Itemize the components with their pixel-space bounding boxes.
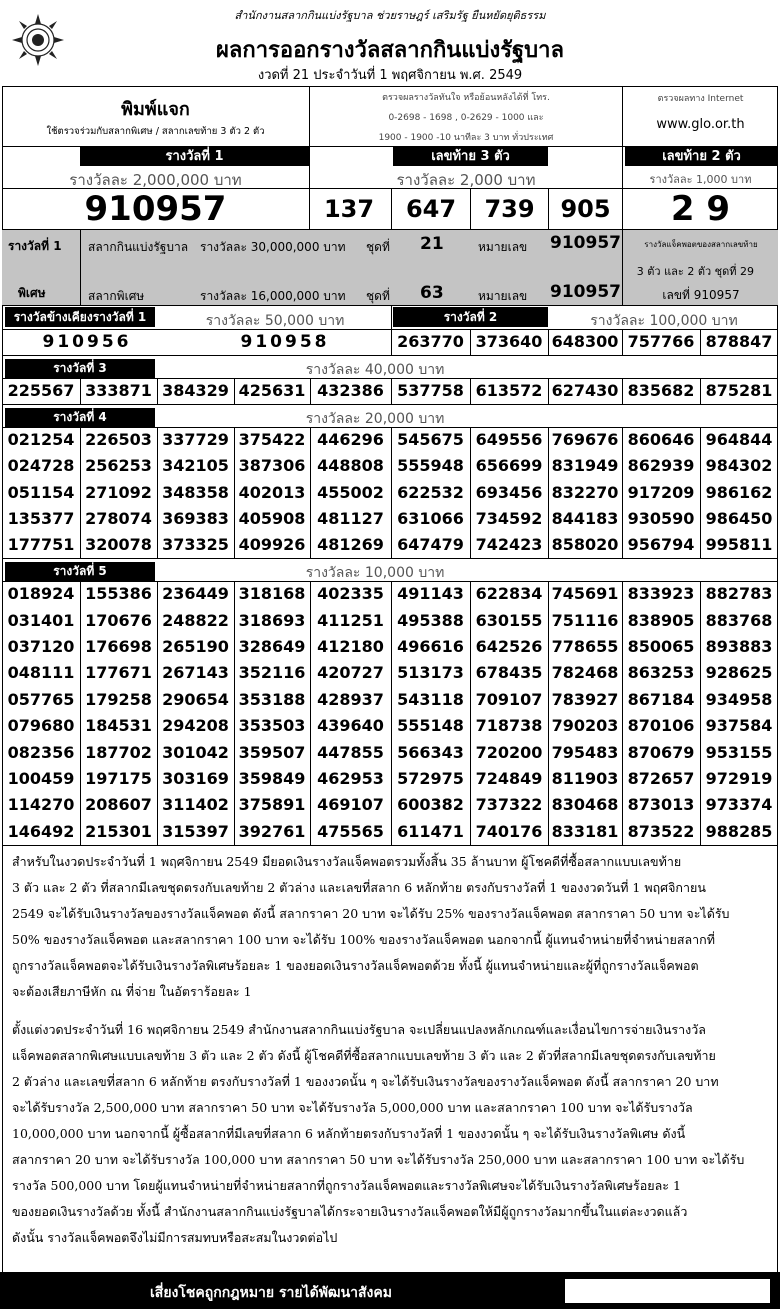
prize-number: 873522 — [627, 821, 695, 841]
prize-number: 318168 — [238, 584, 306, 604]
prize-number: 387306 — [238, 456, 306, 476]
special-row2-name: สลากพิเศษ — [88, 289, 145, 303]
prize-number: 795483 — [551, 742, 619, 762]
prize-number: 953155 — [705, 742, 773, 762]
prize2-number: 263770 — [397, 332, 464, 351]
prize-number: 986162 — [705, 482, 773, 502]
prize-number: 348358 — [162, 482, 229, 502]
prize-number: 311402 — [162, 795, 229, 815]
prize-number: 873013 — [627, 795, 695, 815]
prize-number: 290654 — [162, 689, 229, 709]
prize-number: 984302 — [705, 456, 773, 476]
prize-number: 079680 — [7, 716, 75, 736]
prize-number: 656699 — [475, 456, 543, 476]
note-paragraph-2 — [12, 1017, 772, 1251]
prize-number: 995811 — [705, 534, 773, 554]
jackpot-line-2: 3 ตัว และ 2 ตัว ชุดที่ 29 — [636, 265, 754, 278]
prize-number: 359849 — [238, 769, 306, 788]
prize-number: 830468 — [551, 795, 619, 815]
prize-number: 447855 — [317, 742, 384, 762]
prize-number: 811903 — [551, 769, 619, 788]
prize-number: 734592 — [475, 508, 543, 528]
prize-number: 469107 — [317, 795, 384, 815]
last3-number: 905 — [560, 195, 611, 223]
prize-number: 187702 — [85, 742, 152, 762]
prize-number: 018924 — [7, 584, 75, 604]
special-row1-set: 21 — [420, 234, 444, 254]
prize-number: 870106 — [627, 716, 695, 736]
prize-number: 769676 — [551, 430, 619, 450]
prize1-label: รางวัลที่ 1 — [80, 147, 309, 166]
prize-number: 917209 — [627, 482, 695, 502]
prize-number: 495388 — [397, 610, 464, 630]
note-line: ถูกรางวัลแจ็คพอตจะได้รับเงินรางวัลพิเศษร้อยละ 1 ของยอดเงินรางวัลแจ็คพอตด้วย ทั้งนี้ ผู้แทนจำหน่ายและผู้ที่ถูกรางวัลแจ็คพอต — [12, 958, 699, 973]
jackpot-line-3: เลขที่ 910957 — [662, 288, 740, 302]
prize-number: 375422 — [238, 430, 306, 450]
near1-number: 910958 — [240, 332, 330, 352]
prize-number: 278074 — [85, 508, 152, 528]
prize-number: 862939 — [627, 456, 695, 476]
note-line: 10,000,000 บาท นอกจากนี้ ผู้ซื้อสลากที่มีเลขที่สลาก 6 หลักท้ายตรงกับรางวัลที่ 1 ของงวดนั้น ๆ จะได้รับเงินรางวัลพิเศษ ดังนี้ — [12, 1126, 686, 1141]
prize-number: 184531 — [85, 716, 152, 736]
prize-number: 462953 — [317, 769, 384, 788]
prize-number: 883768 — [705, 610, 773, 630]
prize-number: 496616 — [397, 637, 464, 656]
prize-number: 724849 — [475, 769, 543, 788]
prize-number: 600382 — [397, 795, 464, 815]
prize2-number: 878847 — [705, 332, 773, 351]
prize-number: 179258 — [85, 689, 152, 709]
prize-number: 048111 — [7, 663, 75, 683]
note-line: 2 ตัวล่าง และเลขที่สลาก 6 หลักท้าย ตรงกับรางวัลที่ 1 ของงวดนั้น ๆ จะได้รับเงินรางวัลของรางวัลแจ็คพอต ดังนี้ สลากราคา 20 บาท — [12, 1074, 719, 1089]
prize-number: 740176 — [475, 821, 543, 841]
prize-number: 432386 — [317, 381, 384, 400]
prize-number: 352116 — [238, 663, 306, 683]
website-link[interactable]: www.glo.or.th — [656, 117, 745, 132]
prize-number: 369383 — [162, 508, 229, 528]
prize-number: 177671 — [85, 663, 152, 683]
prize-number: 114270 — [7, 795, 75, 815]
prize-number: 256253 — [85, 456, 152, 476]
last3-label: เลขท้าย 3 ตัว — [393, 147, 548, 166]
prize-number: 405908 — [238, 508, 306, 528]
prize-number: 934958 — [705, 689, 773, 709]
prize-number: 337729 — [162, 430, 229, 450]
prize-number: 537758 — [397, 381, 464, 400]
prize-number: 870679 — [627, 742, 695, 762]
prize-number: 867184 — [627, 689, 695, 709]
last3-number: 137 — [323, 195, 375, 223]
prize-number: 320078 — [85, 534, 152, 554]
prize-number: 409926 — [238, 534, 306, 554]
last3-number: 647 — [405, 195, 457, 223]
prize-number: 630155 — [475, 610, 543, 630]
last3-number: 739 — [484, 195, 535, 223]
prize-number: 627430 — [551, 381, 619, 400]
note-line: ดังนั้น รางวัลแจ็คพอตจึงไม่มีการสมทบหรือสะสมในงวดต่อไป — [12, 1230, 338, 1245]
note-line: สำหรับในงวดประจำวันที่ 1 พฤศจิกายน 2549 มียอดเงินรางวัลแจ็คพอตรวมทั้งสิ้น 35 ล้านบาท ผู้โชคดีที่ซื้อสลากแบบเลขท้าย — [12, 854, 682, 869]
last3-amount: รางวัลละ 2,000 บาท — [396, 171, 536, 189]
special-row1-set-label: ชุดที่ — [366, 240, 390, 254]
prize-number: 555148 — [397, 716, 464, 736]
prize-number: 267143 — [162, 663, 229, 683]
print-info — [2, 86, 309, 146]
note-line: แจ็คพอตสลากพิเศษแบบเลขท้าย 3 ตัว และ 2 ตัว ดังนี้ ผู้โชคดีที่ซื้อสลากแบบเลขท้าย 3 ตัว และ 2 ตัวที่สลากมีเลขชุดตรงกับเลขท้าย — [12, 1048, 716, 1063]
print-note: ใช้ตรวจร่วมกับสลากพิเศษ / สลากเลขท้าย 3 ตัว 2 ตัว — [46, 126, 265, 137]
prize-number: 964844 — [705, 430, 773, 450]
draw-date: งวดที่ 21 ประจำวันที่ 1 พฤศจิกายน พ.ศ. 2549 — [257, 68, 523, 83]
prize-number: 693456 — [475, 482, 543, 502]
prize-number: 844183 — [551, 508, 619, 528]
prize-number: 622532 — [397, 482, 464, 502]
prize-number: 303169 — [162, 769, 229, 788]
note-line: 3 ตัว และ 2 ตัว ที่สลากมีเลขชุดตรงกับเลขท้าย 2 ตัวล่าง และเลขที่สลาก 6 หลักท้าย ตรงกับรางวัลที่ 1 ของงวดวันที่ 1 พฤศจิกายน — [12, 880, 706, 895]
prize-number: 082356 — [7, 742, 75, 762]
special-row1-number: 910957 — [550, 233, 621, 253]
prize-number: 425631 — [238, 381, 306, 400]
prize-number: 543118 — [397, 689, 464, 709]
special-row1-name: สลากกินแบ่งรัฐบาล — [88, 240, 189, 254]
prize4-label: รางวัลที่ 4 — [5, 408, 155, 427]
prize-number: 446296 — [317, 430, 384, 450]
prize-number: 709107 — [475, 689, 543, 709]
prize-number: 737322 — [475, 795, 543, 815]
prize-number: 176698 — [85, 637, 152, 656]
footer-blank-box — [565, 1279, 770, 1303]
prize-number: 893883 — [705, 637, 773, 656]
prize-number: 037120 — [7, 637, 75, 656]
prize-number: 718738 — [475, 716, 543, 736]
check-line-2: 0-2698 - 1698 , 0-2629 - 1000 และ — [388, 113, 544, 123]
prize-number: 872657 — [627, 769, 695, 788]
prize-number: 778655 — [551, 637, 619, 656]
prize-number: 402335 — [317, 584, 384, 604]
prize-number: 835682 — [627, 381, 695, 400]
special-label-1: รางวัลที่ 1 — [8, 239, 62, 253]
last2-label: เลขท้าย 2 ตัว — [625, 147, 778, 166]
prize-number: 315397 — [162, 821, 229, 841]
prize-number: 428937 — [317, 689, 384, 709]
prize-number: 860646 — [627, 430, 695, 450]
prize-number: 491143 — [397, 584, 464, 604]
prize-number: 170676 — [85, 610, 152, 630]
note-line: จะต้องเสียภาษีหัก ณ ที่จ่าย ในอัตราร้อยละ 1 — [12, 984, 252, 999]
internet-label: ตรวจผลทาง Internet — [657, 94, 744, 104]
prize-number: 649556 — [475, 430, 543, 450]
last2-number: 2 9 — [670, 189, 731, 229]
prize-number: 455002 — [317, 482, 384, 502]
prize-number: 294208 — [162, 716, 229, 736]
prize-number: 782468 — [551, 663, 619, 683]
prize-number: 265190 — [162, 637, 229, 656]
prize-number: 513173 — [397, 663, 464, 683]
prize-number: 353503 — [238, 716, 306, 736]
prize5-label: รางวัลที่ 5 — [5, 562, 155, 581]
prize-number: 678435 — [475, 663, 543, 683]
print-label: พิมพ์แจก — [121, 99, 190, 120]
prize1-amount: รางวัลละ 2,000,000 บาท — [69, 171, 242, 189]
prize2-amount: รางวัลละ 100,000 บาท — [590, 313, 738, 329]
prize-number: 832270 — [551, 482, 619, 502]
prize-number: 475565 — [317, 821, 384, 841]
prize-number: 318693 — [238, 610, 306, 630]
prize1-number: 910957 — [84, 189, 227, 229]
prize-number: 226503 — [85, 430, 152, 450]
prize-number: 225567 — [7, 381, 75, 400]
note-line: 50% ของรางวัลแจ็คพอต และสลากราคา 100 บาท จะได้รับ 100% ของรางวัลแจ็คพอต นอกจากนี้ ผู้แทนจำหน่ายที่จำหน่ายสลากที่ — [12, 932, 715, 947]
prize-number: 392761 — [238, 821, 306, 841]
prize-number: 613572 — [475, 381, 543, 400]
footer-bar — [0, 1272, 780, 1309]
prize-number: 566343 — [397, 742, 464, 762]
prize-number: 720200 — [475, 742, 543, 762]
footer-slogan: เสี่ยงโชคถูกกฎหมาย รายได้พัฒนาสังคม — [150, 1285, 392, 1301]
note-line: ตั้งแต่งวดประจำวันที่ 16 พฤศจิกายน 2549 สำนักงานสลากกินแบ่งรัฐบาล จะเปลี่ยนแปลงหลักเกณฑ์และเงื่อนไขการจ่ายเงินรางวัล — [12, 1022, 706, 1037]
prize-number: 986450 — [705, 508, 773, 528]
prize-number: 647479 — [397, 534, 464, 554]
prize-number: 248822 — [162, 610, 229, 630]
prize-number: 622834 — [475, 584, 543, 604]
prize-number: 197175 — [85, 769, 152, 788]
prize-number: 439640 — [317, 716, 384, 736]
prize-number: 545675 — [397, 430, 464, 450]
prize-number: 572975 — [397, 769, 464, 788]
near1-label: รางวัลข้างเคียงรางวัลที่ 1 — [5, 307, 155, 327]
prize-number: 937584 — [705, 716, 773, 736]
note-line: 2549 จะได้รับเงินรางวัลของรางวัลแจ็คพอต ดังนี้ สลากราคา 20 บาท จะได้รับ 25% ของรางวัลแจ็คพอต สลากราคา 50 บาท จะได้รับ — [12, 906, 730, 921]
prize-number: 875281 — [705, 381, 773, 400]
header — [0, 0, 780, 86]
prize-number: 208607 — [85, 795, 152, 815]
prize-number: 882783 — [705, 584, 773, 604]
near1-number: 910956 — [42, 332, 132, 352]
prize-number: 402013 — [238, 482, 306, 502]
phone-check-info — [310, 86, 622, 146]
prize-number: 833181 — [551, 821, 619, 841]
prize-number: 742423 — [475, 534, 543, 554]
prize-number: 057765 — [7, 689, 75, 709]
note-paragraph-1 — [12, 849, 772, 1005]
prize-number: 051154 — [7, 482, 75, 502]
prize-number: 838905 — [627, 610, 695, 630]
prize-number: 373325 — [162, 534, 229, 554]
prize-number: 353188 — [238, 689, 306, 709]
prize-number: 359507 — [238, 742, 306, 762]
prize-number: 930590 — [627, 508, 695, 528]
prize-number: 790203 — [551, 716, 619, 736]
prize-number: 481269 — [317, 534, 384, 554]
prize-number: 858020 — [551, 534, 619, 554]
prize-number: 412180 — [317, 637, 384, 656]
special-row2-num-label: หมายเลข — [478, 289, 528, 303]
prize-number: 928625 — [705, 663, 773, 683]
prize2-number: 757766 — [627, 332, 695, 351]
prize-number: 215301 — [85, 821, 152, 841]
prize-number: 448808 — [317, 456, 384, 476]
prize-number: 411251 — [317, 610, 384, 630]
last2-amount: รางวัลละ 1,000 บาท — [649, 173, 752, 186]
prize3-label: รางวัลที่ 3 — [5, 359, 155, 378]
check-line-1: ตรวจผลรางวัลทันใจ หรือย้อนหลังได้ที่ โทร. — [382, 93, 550, 103]
special-row1-num-label: หมายเลข — [478, 240, 528, 254]
jackpot-line-1: รางวัลแจ็คพอตของสลากเลขท้าย — [644, 240, 758, 249]
special-row2-amount: รางวัลละ 16,000,000 บาท — [200, 289, 346, 303]
special-row2-set: 63 — [420, 283, 444, 303]
page-title: ผลการออกรางวัลสลากกินแบ่งรัฐบาล — [216, 38, 564, 63]
prize-number: 146492 — [7, 821, 75, 841]
prize-number: 333871 — [85, 381, 152, 400]
prize-number: 236449 — [162, 584, 229, 604]
note-line: จะได้รับรางวัล 2,500,000 บาท สลากราคา 50 บาท จะได้รับรางวัล 5,000,000 บาท และสลากราคา 100 บาท จะได้รับรางวัล — [12, 1100, 693, 1115]
prize-number: 100459 — [7, 769, 75, 788]
prize3-amount: รางวัลละ 40,000 บาท — [305, 362, 445, 378]
prize-number: 631066 — [397, 508, 464, 528]
prize4-amount: รางวัลละ 20,000 บาท — [305, 411, 445, 427]
prize-number: 751116 — [551, 610, 619, 630]
prize-number: 973374 — [705, 795, 773, 815]
prize-number: 555948 — [397, 456, 464, 476]
prize-number: 342105 — [162, 456, 229, 476]
prize-number: 831949 — [551, 456, 619, 476]
prize-number: 031401 — [7, 610, 75, 630]
prize2-number: 373640 — [475, 332, 543, 351]
prize-number: 135377 — [7, 508, 75, 528]
note-line: รางวัล 500,000 บาท โดยผู้แทนจำหน่ายที่จำหน่ายสลากที่ถูกรางวัลแจ็คพอตและรางวัลพิเศษจะได้รับเงินรางวัลพิเศษร้อยละ 1 — [12, 1178, 681, 1193]
prize-number: 745691 — [551, 584, 619, 604]
prize-number: 863253 — [627, 663, 695, 683]
prize2-number: 648300 — [551, 332, 619, 351]
special-label-2: พิเศษ — [18, 286, 46, 300]
prize-number: 375891 — [238, 795, 306, 815]
check-line-3: 1900 - 1900 -10 นาทีละ 3 บาท ทั่วประเทศ — [378, 133, 554, 143]
prize-number: 384329 — [162, 381, 229, 400]
prize-number: 301042 — [162, 742, 229, 762]
prize-number: 155386 — [85, 584, 152, 604]
prize-number: 420727 — [317, 663, 384, 683]
near1-amount: รางวัลละ 50,000 บาท — [205, 313, 345, 329]
prize-number: 271092 — [85, 482, 152, 502]
prize-number: 021254 — [7, 430, 75, 450]
internet-info — [623, 86, 778, 146]
prize-number: 481127 — [317, 508, 384, 528]
org-slogans: สำนักงานสลากกินแบ่งรัฐบาล ช่วยราษฎร์ เสริมรัฐ ยืนหยัดยุติธรรม — [234, 9, 546, 22]
prize-number: 833923 — [627, 584, 695, 604]
prize-number: 024728 — [7, 456, 75, 476]
special-row2-number: 910957 — [550, 282, 621, 302]
note-line: ของยอดเงินรางวัลด้วย ทั้งนี้ สำนักงานสลากกินแบ่งรัฐบาลได้กระจายเงินรางวัลแจ็คพอตให้มีผู้ถูกรางวัลมากขึ้นในแต่ละงวดแล้ว — [12, 1204, 688, 1219]
prize-number: 177751 — [7, 534, 75, 554]
prize-number: 972919 — [705, 769, 773, 788]
prize5-amount: รางวัลละ 10,000 บาท — [305, 565, 445, 581]
special-row1-amount: รางวัลละ 30,000,000 บาท — [200, 240, 346, 254]
prize-number: 956794 — [627, 534, 695, 554]
prize2-label: รางวัลที่ 2 — [393, 307, 548, 327]
note-line: สลากราคา 20 บาท จะได้รับรางวัล 100,000 บาท สลากราคา 50 บาท จะได้รับรางวัล 250,000 บาท และสลากราคา 100 บาท จะได้รับ — [12, 1152, 745, 1167]
prize-number: 988285 — [705, 821, 773, 841]
prize-number: 783927 — [551, 689, 619, 709]
prize-number: 642526 — [475, 637, 543, 656]
prize-number: 611471 — [397, 821, 464, 841]
special-row2-set-label: ชุดที่ — [366, 289, 390, 303]
prize-number: 328649 — [238, 637, 306, 656]
prize-number: 850065 — [627, 637, 695, 656]
